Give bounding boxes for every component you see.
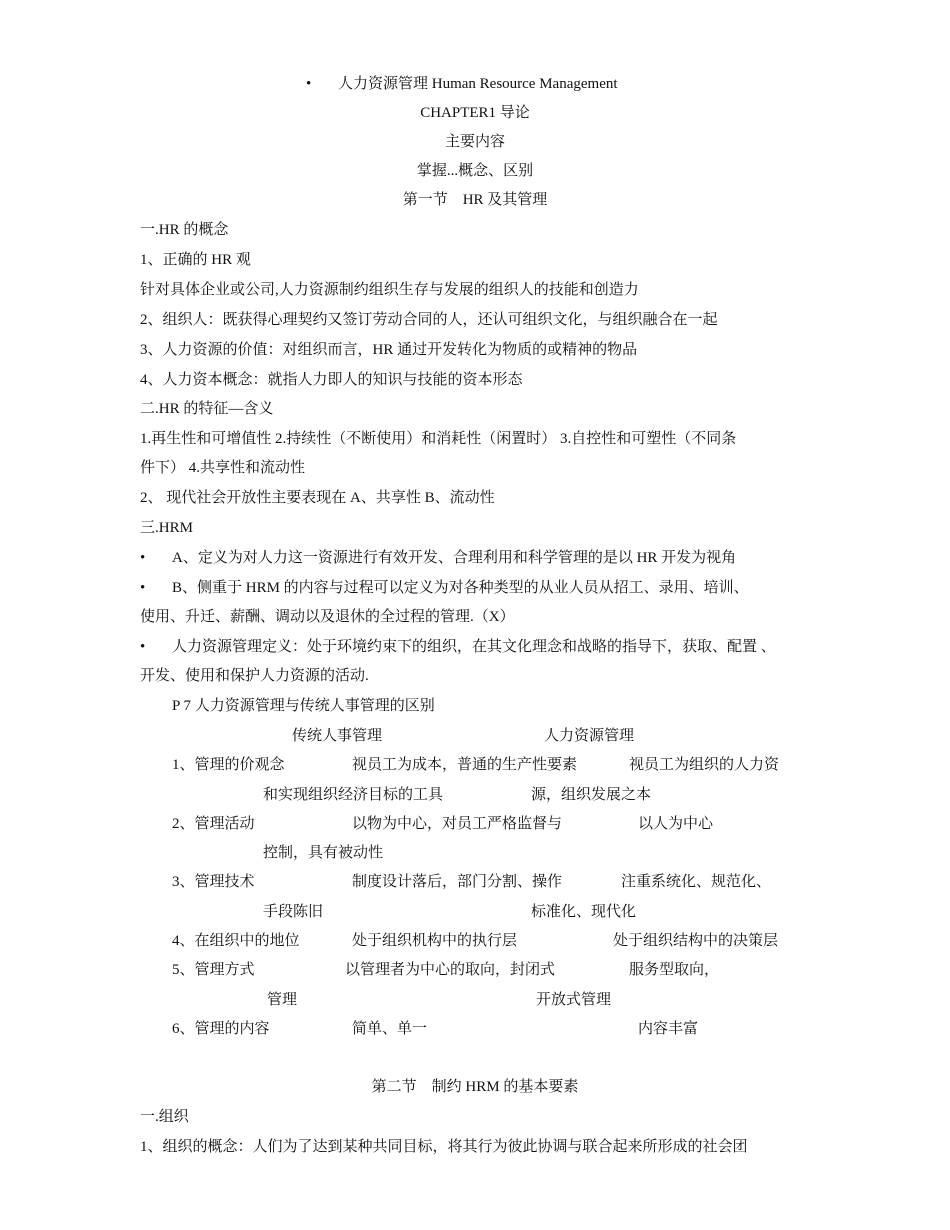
row-label: 3、管理技术 xyxy=(172,874,255,890)
traditional-cell: 以管理者为中心的取向，封闭式 xyxy=(345,962,556,978)
paragraph: 1、正确的 HR 观 xyxy=(140,252,251,268)
hrm-cell: 以人为中心 xyxy=(638,816,714,832)
row-label: 1、管理的价观念 xyxy=(172,757,285,773)
traditional-cell: 控制，具有被动性 xyxy=(263,845,384,861)
traditional-cell: 处于组织机构中的执行层 xyxy=(352,933,518,949)
hrm-cell: 视员工为组织的人力资 xyxy=(629,757,780,773)
col-header-traditional: 传统人事管理 xyxy=(292,728,383,744)
paragraph: 2、组织人：既获得心理契约又签订劳动合同的人，还认可组织文化，与组织融合在一起 xyxy=(140,312,718,328)
bullet-marker: • xyxy=(140,580,146,596)
hrm-cell: 开放式管理 xyxy=(536,992,612,1008)
section2-heading: 第二节 制约 HRM 的基本要素 xyxy=(371,1079,579,1095)
hr-features-heading: 二.HR 的特征—含义 xyxy=(140,401,274,417)
bullet-marker: • xyxy=(140,550,146,566)
main-content-heading: 主要内容 xyxy=(444,134,505,150)
bullet-continuation: 开发、使用和保护人力资源的活动. xyxy=(140,668,369,684)
traditional-cell: 手段陈旧 xyxy=(263,904,324,920)
paragraph: 针对具体企业或公司,人力资源制约组织生存与发展的组织人的技能和创造力 xyxy=(140,282,639,298)
hrm-cell: 内容丰富 xyxy=(638,1021,699,1037)
bullet-item: • B、侧重于 HRM 的内容与过程可以定义为对各种类型的从业人员从招工、录用、培训、 xyxy=(140,580,749,596)
paragraph: 件下） 4.共享性和流动性 xyxy=(140,460,306,476)
hrm-cell: 服务型取向， xyxy=(629,962,720,978)
bullet-item: • A、定义为对人力这一资源进行有效开发、合理利用和科学管理的是以 HR 开发为视角 xyxy=(140,550,737,566)
traditional-cell: 和实现组织经济目标的工具 xyxy=(263,787,444,803)
bullet-marker: • xyxy=(140,639,146,655)
paragraph: 1.再生性和可增值性 2.持续性（不断使用）和消耗性（闲置时） 3.自控性和可塑性（不同条 xyxy=(140,431,737,447)
row-label: 5、管理方式 xyxy=(172,962,255,978)
bullet-marker: • xyxy=(306,76,312,92)
traditional-cell: 管理 xyxy=(267,992,298,1008)
doc-title xyxy=(306,74,618,94)
traditional-cell: 制度设计落后，部门分割、操作 xyxy=(352,874,563,890)
hr-concept-heading: 一.HR 的概念 xyxy=(140,222,229,238)
paragraph: 3、人力资源的价值：对组织而言，HR 通过开发转化为物质的或精神的物品 xyxy=(140,342,638,358)
mastery-line: 掌握...概念、区别 xyxy=(416,163,534,179)
hrm-heading: 三.HRM xyxy=(140,520,193,536)
row-label: 4、在组织中的地位 xyxy=(172,933,300,949)
traditional-cell: 视员工为成本，普通的生产性要素 xyxy=(352,757,578,773)
organization-heading: 一.组织 xyxy=(140,1109,189,1125)
hrm-cell: 标准化、现代化 xyxy=(531,904,637,920)
traditional-cell: 简单、单一 xyxy=(352,1021,428,1037)
hrm-cell: 处于组织结构中的决策层 xyxy=(613,933,779,949)
bullet-continuation: 使用、升迁、薪酬、调动以及退休的全过程的管理.（X） xyxy=(140,609,515,625)
comparison-title: P 7 人力资源管理与传统人事管理的区别 xyxy=(172,698,435,714)
paragraph: 4、人力资本概念：就指人力即人的知识与技能的资本形态 xyxy=(140,372,523,388)
bullet-item: • 人力资源管理定义：处于环境约束下的组织，在其文化理念和战略的指导下，获取、配置 、 xyxy=(140,639,776,655)
section1-heading: 第一节 HR 及其管理 xyxy=(402,192,548,208)
doc-title-text: 人力资源管理 Human Resource Management xyxy=(338,76,618,92)
hrm-cell: 注重系统化、规范化、 xyxy=(621,874,772,890)
paragraph: 1、组织的概念：人们为了达到某种共同目标，将其行为彼此协调与联合起来所形成的社会团 xyxy=(140,1139,748,1155)
chapter-heading: CHAPTER1 导论 xyxy=(420,105,530,121)
row-label: 6、管理的内容 xyxy=(172,1021,270,1037)
paragraph: 2、 现代社会开放性主要表现在 A、共享性 B、流动性 xyxy=(140,490,495,506)
hrm-cell: 源，组织发展之本 xyxy=(531,787,652,803)
traditional-cell: 以物为中心，对员工严格监督与 xyxy=(352,816,563,832)
col-header-hrm: 人力资源管理 xyxy=(544,728,635,744)
row-label: 2、管理活动 xyxy=(172,816,255,832)
